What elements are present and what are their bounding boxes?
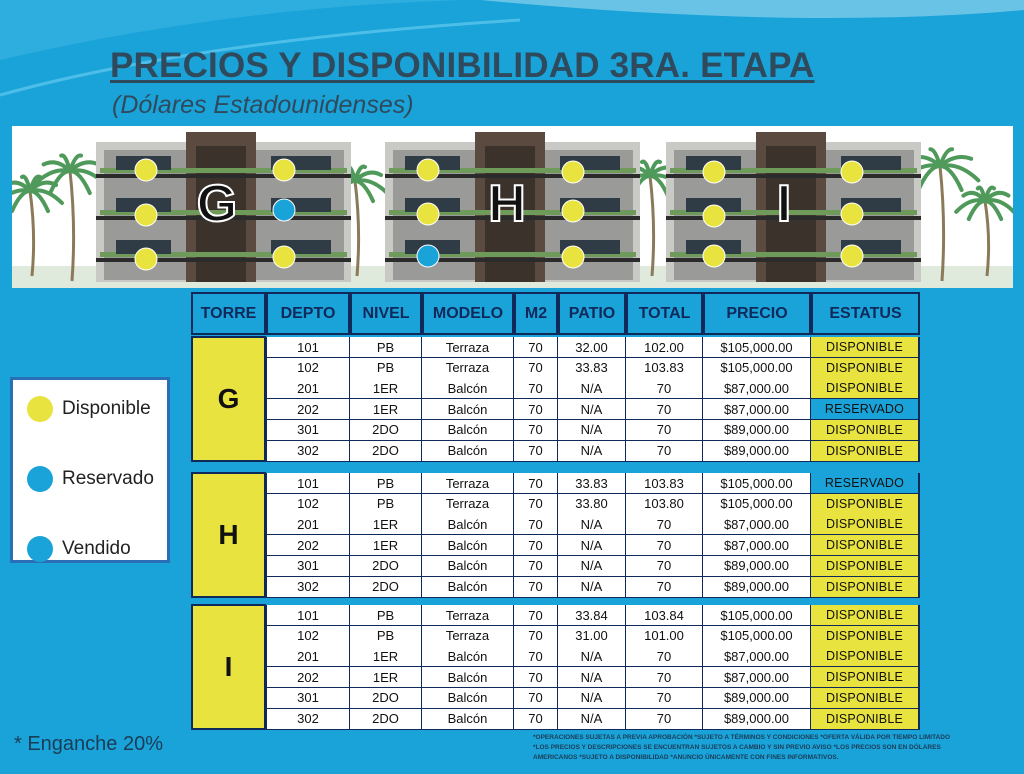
header-precio: PRECIO — [703, 292, 811, 335]
cell-depto: 302 — [266, 709, 350, 730]
cell-total: 70 — [626, 556, 703, 577]
cell-patio: N/A — [558, 441, 626, 462]
cell-nivel: 1ER — [350, 399, 422, 420]
yellow-dot-icon — [135, 204, 157, 226]
cell-precio: $87,000.00 — [703, 514, 811, 535]
cell-patio: N/A — [558, 378, 626, 399]
cell-m2: 70 — [514, 667, 558, 688]
legend-item-disponible — [27, 394, 151, 424]
palm-frond — [918, 166, 940, 190]
cell-estatus: DISPONIBLE — [811, 441, 920, 462]
cell-nivel: 1ER — [350, 667, 422, 688]
cell-patio: N/A — [558, 646, 626, 667]
cell-patio: 33.80 — [558, 494, 626, 515]
blue-dot-icon — [417, 245, 439, 267]
yellow-dot-icon — [417, 159, 439, 181]
cell-nivel: 1ER — [350, 514, 422, 535]
cell-estatus: DISPONIBLE — [811, 378, 920, 399]
tower-letter-i: I — [776, 175, 792, 233]
cell-precio: $105,000.00 — [703, 337, 811, 358]
cell-precio: $105,000.00 — [703, 358, 811, 379]
cell-precio: $89,000.00 — [703, 441, 811, 462]
cell-m2: 70 — [514, 646, 558, 667]
yellow-dot-icon — [135, 159, 157, 181]
palm-trunk — [355, 181, 359, 276]
torre-label: G — [191, 336, 266, 462]
cell-m2: 70 — [514, 688, 558, 709]
header-total: TOTAL — [626, 292, 703, 335]
cell-total: 70 — [626, 577, 703, 598]
cell-total: 70 — [626, 420, 703, 441]
cell-nivel: 1ER — [350, 646, 422, 667]
cell-modelo: Balcón — [422, 399, 514, 420]
cell-precio: $87,000.00 — [703, 399, 811, 420]
cell-modelo: Balcón — [422, 667, 514, 688]
cell-modelo: Balcón — [422, 514, 514, 535]
yellow-dot-icon — [27, 396, 53, 422]
cell-precio: $87,000.00 — [703, 667, 811, 688]
cell-depto: 101 — [266, 473, 350, 494]
cell-modelo: Balcón — [422, 556, 514, 577]
cell-precio: $89,000.00 — [703, 688, 811, 709]
down-payment-note: * Enganche 20% — [14, 733, 164, 755]
cell-patio: N/A — [558, 420, 626, 441]
cell-m2: 70 — [514, 473, 558, 494]
cell-depto: 202 — [266, 535, 350, 556]
cell-total: 70 — [626, 535, 703, 556]
cell-depto: 201 — [266, 646, 350, 667]
cell-m2: 70 — [514, 556, 558, 577]
cell-m2: 70 — [514, 358, 558, 379]
cell-nivel: 1ER — [350, 535, 422, 556]
cell-total: 70 — [626, 688, 703, 709]
legend-label: Vendido — [62, 538, 131, 559]
cell-precio: $89,000.00 — [703, 709, 811, 730]
cell-modelo: Terraza — [422, 337, 514, 358]
yellow-dot-icon — [417, 203, 439, 225]
legend-label: Reservado — [62, 468, 154, 489]
cell-modelo: Balcón — [422, 420, 514, 441]
cell-nivel: 2DO — [350, 441, 422, 462]
yellow-dot-icon — [703, 205, 725, 227]
cell-patio: N/A — [558, 535, 626, 556]
tower-group-i — [191, 604, 921, 730]
header-patio: PATIO — [558, 292, 626, 335]
cell-nivel: PB — [350, 626, 422, 647]
cell-depto: 102 — [266, 358, 350, 379]
cell-estatus: DISPONIBLE — [811, 358, 920, 379]
torre-label: I — [191, 604, 266, 730]
tower-letter-g: G — [196, 175, 238, 233]
cell-depto: 301 — [266, 556, 350, 577]
cell-modelo: Terraza — [422, 494, 514, 515]
legend-item-reservado — [27, 464, 154, 494]
cell-depto: 301 — [266, 688, 350, 709]
header-m2: M2 — [514, 292, 558, 335]
cell-total: 70 — [626, 667, 703, 688]
palm-frond — [969, 201, 985, 219]
cell-total: 70 — [626, 514, 703, 535]
cell-depto: 202 — [266, 667, 350, 688]
cell-modelo: Balcón — [422, 535, 514, 556]
towers-rendering — [12, 126, 1013, 288]
yellow-dot-icon — [562, 246, 584, 268]
cell-total: 70 — [626, 441, 703, 462]
torre-label: H — [191, 472, 266, 598]
cell-estatus: DISPONIBLE — [811, 626, 920, 647]
cell-modelo: Terraza — [422, 605, 514, 626]
cell-m2: 70 — [514, 605, 558, 626]
cell-patio: N/A — [558, 514, 626, 535]
cell-nivel: 2DO — [350, 709, 422, 730]
cell-estatus: DISPONIBLE — [811, 577, 920, 598]
yellow-dot-icon — [841, 203, 863, 225]
cell-patio: N/A — [558, 709, 626, 730]
header-torre: TORRE — [191, 292, 266, 335]
cell-total: 103.83 — [626, 358, 703, 379]
palm-trunk — [650, 176, 654, 276]
cell-depto: 202 — [266, 399, 350, 420]
yellow-dot-icon — [273, 159, 295, 181]
tower-group-g — [191, 336, 921, 462]
cell-patio: N/A — [558, 667, 626, 688]
cell-total: 70 — [626, 646, 703, 667]
cell-nivel: 2DO — [350, 688, 422, 709]
cell-depto: 302 — [266, 441, 350, 462]
cell-estatus: RESERVADO — [811, 399, 920, 420]
palm-trunk — [940, 166, 944, 281]
cell-nivel: 2DO — [350, 556, 422, 577]
palm-frond — [12, 191, 30, 211]
cell-patio: N/A — [558, 577, 626, 598]
cell-patio: N/A — [558, 399, 626, 420]
cell-patio: 33.83 — [558, 358, 626, 379]
cell-patio: N/A — [558, 556, 626, 577]
cell-estatus: DISPONIBLE — [811, 337, 920, 358]
cell-depto: 102 — [266, 494, 350, 515]
cell-estatus: DISPONIBLE — [811, 667, 920, 688]
cell-depto: 301 — [266, 420, 350, 441]
cell-total: 70 — [626, 378, 703, 399]
cell-m2: 70 — [514, 378, 558, 399]
page-title: PRECIOS Y DISPONIBILIDAD 3RA. ETAPA — [110, 46, 815, 85]
cell-total: 103.80 — [626, 494, 703, 515]
cell-depto: 101 — [266, 337, 350, 358]
palm-trunk — [30, 191, 34, 276]
cell-patio: N/A — [558, 688, 626, 709]
cell-estatus: DISPONIBLE — [811, 556, 920, 577]
yellow-dot-icon — [703, 161, 725, 183]
floor-slab — [96, 258, 351, 262]
cell-precio: $89,000.00 — [703, 556, 811, 577]
disclaimer — [533, 733, 1003, 763]
blue-dot-icon — [273, 199, 295, 221]
cell-precio: $89,000.00 — [703, 577, 811, 598]
cell-nivel: PB — [350, 473, 422, 494]
cell-total: 103.84 — [626, 605, 703, 626]
cell-nivel: PB — [350, 605, 422, 626]
legend-item-vendido — [27, 534, 131, 564]
cell-nivel: 2DO — [350, 420, 422, 441]
yellow-dot-icon — [135, 248, 157, 270]
cell-total: 70 — [626, 399, 703, 420]
yellow-dot-icon — [841, 161, 863, 183]
cell-patio: 33.84 — [558, 605, 626, 626]
cell-depto: 101 — [266, 605, 350, 626]
cell-estatus: DISPONIBLE — [811, 514, 920, 535]
cell-nivel: PB — [350, 494, 422, 515]
cell-estatus: DISPONIBLE — [811, 535, 920, 556]
cell-m2: 70 — [514, 514, 558, 535]
cell-nivel: 1ER — [350, 378, 422, 399]
cell-m2: 70 — [514, 626, 558, 647]
cell-estatus: DISPONIBLE — [811, 605, 920, 626]
cell-precio: $105,000.00 — [703, 494, 811, 515]
cell-total: 103.83 — [626, 473, 703, 494]
cell-modelo: Balcón — [422, 688, 514, 709]
cell-estatus: DISPONIBLE — [811, 494, 920, 515]
tower-group-h — [191, 472, 921, 598]
towers-illustration — [12, 126, 1013, 288]
cell-estatus: DISPONIBLE — [811, 709, 920, 730]
cell-m2: 70 — [514, 577, 558, 598]
cell-total: 70 — [626, 709, 703, 730]
cell-modelo: Terraza — [422, 358, 514, 379]
cell-precio: $89,000.00 — [703, 420, 811, 441]
palm-trunk — [70, 171, 74, 281]
cell-patio: 32.00 — [558, 337, 626, 358]
header-depto: DEPTO — [266, 292, 350, 335]
yellow-dot-icon — [562, 161, 584, 183]
cell-modelo: Balcón — [422, 646, 514, 667]
status-legend — [10, 377, 170, 563]
cell-m2: 70 — [514, 441, 558, 462]
cell-estatus: DISPONIBLE — [811, 420, 920, 441]
cell-modelo: Balcón — [422, 441, 514, 462]
page-subtitle: (Dólares Estadounidenses) — [112, 91, 414, 119]
palm-trunk — [985, 201, 989, 276]
yellow-dot-icon — [273, 246, 295, 268]
yellow-dot-icon — [703, 245, 725, 267]
disclaimer-line: *OPERACIONES SUJETAS A PREVIA APROBACIÓN *SUJETO A TÉRMINOS Y CONDICIONES *OFERTA VÁLIDA POR TIEMPO LIMITADO — [533, 734, 951, 741]
tower-letter-h: H — [488, 175, 526, 233]
cell-nivel: 2DO — [350, 577, 422, 598]
cell-m2: 70 — [514, 399, 558, 420]
cell-precio: $87,000.00 — [703, 646, 811, 667]
cell-patio: 33.83 — [558, 473, 626, 494]
cell-precio: $105,000.00 — [703, 626, 811, 647]
legend-label: Disponible — [62, 398, 151, 419]
cell-precio: $105,000.00 — [703, 605, 811, 626]
cell-depto: 302 — [266, 577, 350, 598]
cell-estatus: DISPONIBLE — [811, 646, 920, 667]
cell-depto: 102 — [266, 626, 350, 647]
cell-nivel: PB — [350, 358, 422, 379]
blue-dot-icon — [27, 536, 53, 562]
cell-m2: 70 — [514, 337, 558, 358]
cell-m2: 70 — [514, 420, 558, 441]
disclaimer-line: *LOS PRECIOS Y DESCRIPCIONES SE ENCUENTRAN SUJETOS A CAMBIO Y SIN PREVIO AVISO *LOS PRECIOS SON EN DÓLARES — [533, 744, 941, 751]
cell-m2: 70 — [514, 709, 558, 730]
cell-nivel: PB — [350, 337, 422, 358]
cell-patio: 31.00 — [558, 626, 626, 647]
cell-estatus: RESERVADO — [811, 473, 920, 494]
cell-m2: 70 — [514, 535, 558, 556]
cell-estatus: DISPONIBLE — [811, 688, 920, 709]
disclaimer-line: AMERICANOS *SUJETO A DISPONIBILIDAD *ANUNCIO ÚNICAMENTE CON FINES INFORMATIVOS. — [533, 754, 839, 761]
header-nivel: NIVEL — [350, 292, 422, 335]
cell-depto: 201 — [266, 514, 350, 535]
cell-modelo: Terraza — [422, 473, 514, 494]
cell-modelo: Balcón — [422, 378, 514, 399]
blue-dot-icon — [27, 466, 53, 492]
cell-modelo: Balcón — [422, 709, 514, 730]
yellow-dot-icon — [841, 245, 863, 267]
cell-total: 102.00 — [626, 337, 703, 358]
cell-precio: $87,000.00 — [703, 535, 811, 556]
yellow-dot-icon — [562, 200, 584, 222]
cell-m2: 70 — [514, 494, 558, 515]
header-estatus: ESTATUS — [811, 292, 920, 335]
cell-modelo: Terraza — [422, 626, 514, 647]
cell-precio: $105,000.00 — [703, 473, 811, 494]
cell-precio: $87,000.00 — [703, 378, 811, 399]
header-modelo: MODELO — [422, 292, 514, 335]
cell-total: 101.00 — [626, 626, 703, 647]
cell-depto: 201 — [266, 378, 350, 399]
cell-modelo: Balcón — [422, 577, 514, 598]
